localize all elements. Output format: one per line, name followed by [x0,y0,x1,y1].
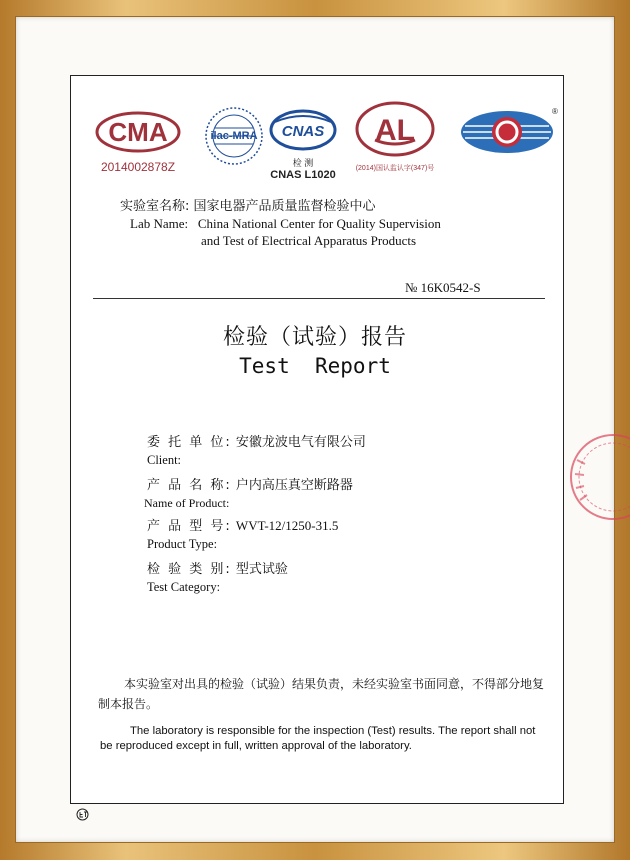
cnas-label: CNAS L1020 [270,169,336,181]
field-value: 安徽龙波电气有限公司 [235,435,366,450]
svg-text:AL: AL [375,114,415,147]
svg-text:CNAS: CNAS [281,123,325,140]
lab-label-zh: 实验室名称: [120,199,190,214]
field-label-zh: 委 托 单 位: [147,435,232,450]
ilac-mra-logo-icon [203,106,265,166]
report-title-en: Test Report [239,354,391,378]
notice-en: The laboratory is responsible for the inspection (Test) results. The report shall not be reproduced except in full, written approval of the laboratory. [100,725,536,752]
field-label-zh: 检 验 类 别: [147,562,232,577]
svg-text:ilac-MRA: ilac-MRA [210,130,258,142]
report-title-zh: 检验（试验）报告 [222,325,407,350]
cnas-label-top: 检 测 [292,158,314,168]
lab-name-en-line2: and Test of Electrical Apparatus Products [201,233,417,248]
lab-label-en: Lab Name: [130,216,189,231]
field-label-zh: 产 品 名 称: [147,478,232,493]
divider [93,298,545,299]
bottom-emblem-icon [76,806,89,819]
field-label-en: Product Type: [147,537,218,551]
field-value: 型式试验 [235,562,288,577]
field-test-category [147,558,288,595]
accreditation-logos [95,100,565,180]
field-label-en: Client: [147,453,182,467]
field-product-name [144,474,353,511]
field-product-type [147,515,338,552]
field-value: 户内高压真空断路器 [235,478,353,493]
report-number: № 16K0542-S [405,280,481,295]
cal-logo-icon [353,100,437,173]
field-client [147,431,366,468]
svg-text:®: ® [552,107,558,116]
field-label-en: Name of Product: [144,496,230,510]
cqc-logo-icon [457,106,557,160]
lab-name-block [120,198,550,249]
lab-name-zh: 国家电器产品质量监督检验中心 [193,199,376,214]
field-value: WVT-12/1250-31.5 [235,518,339,533]
cnas-logo-icon [269,108,337,181]
cal-caption: (2014)国认监认字(347)号 [355,165,435,172]
field-label-zh: 产 品 型 号: [147,519,232,534]
cma-logo-icon [95,110,181,174]
notice-zh: 本实验室对出具的检验（试验）结果负责，未经实验室书面同意，不得部分地复制本报告。 [98,677,545,711]
lab-name-en-line1: China National Center for Quality Supervision [197,216,441,231]
svg-text:CMA: CMA [108,117,168,147]
cma-number: 2014002878Z [100,160,176,174]
red-seal-stamp-icon [565,430,605,525]
field-label-en: Test Category: [147,580,221,594]
